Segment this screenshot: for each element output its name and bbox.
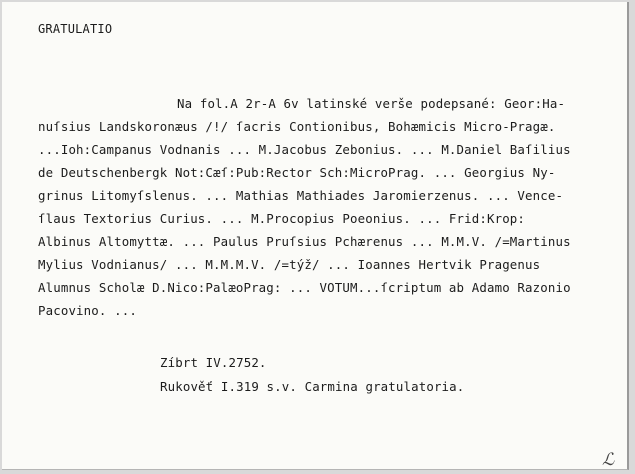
- body-line-2: nuſsius Landskoronæus /!/ ſacris Contionibus, Bohæmicis Micro-Pragæ.: [38, 119, 556, 134]
- body-line-9: Alumnus Scholæ D.Nico:PalæoPrag: ... VOTUM...ſcriptum ab Adamo Razonio: [38, 280, 571, 295]
- body-line-10: Pacovino. ...: [38, 303, 137, 318]
- body-line-5: grinus Litomyſslenus. ... Mathias Mathiades Jaromierzenus. ... Vence-: [38, 188, 564, 203]
- body-line-7: Albinus Altomyttæ. ... Paulus Pruſsius Pchærenus ... M.M.V. /=Martinus: [38, 234, 571, 249]
- body-line-4: de Deutschenbergk Not:Cæſ:Pub:Rector Sch:MicroPrag. ... Georgius Ny-: [38, 165, 556, 180]
- reference-rukovet: Rukověť I.319 s.v. Carmina gratulatoria.: [160, 379, 465, 394]
- card-heading: GRATULATIO: [38, 22, 113, 36]
- body-line-1: Na fol.A 2r-A 6v latinské verše podepsané: Geor:Ha-: [177, 96, 566, 111]
- corner-handwritten-mark: ℒ: [602, 450, 615, 470]
- reference-zibrt: Zíbrt IV.2752.: [160, 355, 267, 370]
- body-line-3: ...Ioh:Campanus Vodnanis ... M.Jacobus Zebonius. ... M.Daniel Baſilius: [38, 142, 571, 157]
- body-line-6: ſlaus Textorius Curius. ... M.Procopius Poeonius. ... Frid:Krop:: [38, 211, 526, 226]
- body-line-8: Mylius Vodnianus/ ... M.M.M.V. /=týž/ ... Ioannes Hertvik Pragenus: [38, 257, 541, 272]
- catalog-card: [2, 2, 629, 470]
